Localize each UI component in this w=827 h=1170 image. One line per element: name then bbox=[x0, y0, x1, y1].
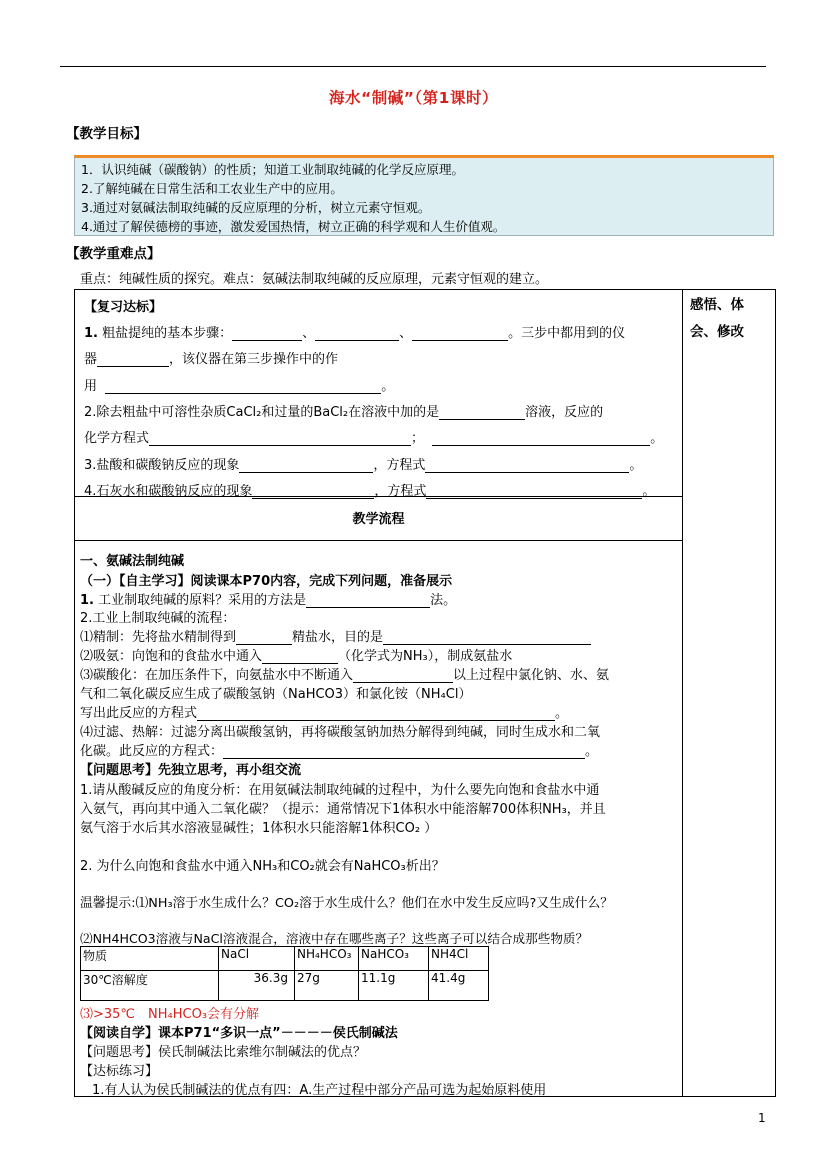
q1-text: ，该仪器在第三步操作中的作 bbox=[169, 352, 339, 367]
punct: 。 bbox=[381, 379, 395, 394]
page-number: 1 bbox=[758, 1111, 766, 1125]
answer-blank[interactable] bbox=[425, 458, 629, 473]
q1-text: 器 bbox=[84, 352, 98, 367]
header-rule bbox=[60, 66, 766, 67]
q3-text: ，方程式 bbox=[373, 458, 426, 473]
table-cell: NH₄HCO₃ bbox=[295, 947, 359, 971]
table-cell: 11.1g bbox=[359, 971, 429, 1001]
answer-blank[interactable] bbox=[306, 593, 430, 608]
q3-text: 3.盐酸和碳酸钠反应的现象 bbox=[84, 458, 240, 473]
answer-blank[interactable] bbox=[426, 484, 642, 499]
answer-blank[interactable] bbox=[105, 379, 381, 394]
goal-item: 3.通过对氨碱法制取纯碱的反应原理的分析，树立元素守恒观。 bbox=[81, 200, 431, 215]
punct: 。 bbox=[555, 706, 569, 721]
q4-text: 4.石灰水和碳酸钠反应的现象 bbox=[84, 484, 253, 499]
table-cell: 36.3g bbox=[219, 971, 295, 1001]
goals-heading: 【教学目标】 bbox=[66, 126, 147, 142]
line-text: 以上过程中氯化钠、水、氨 bbox=[453, 668, 610, 683]
goals-box bbox=[74, 155, 774, 236]
self-study-heading: （一）【自主学习】阅读课本P70内容，完成下列问题，准备展示 bbox=[80, 574, 453, 589]
q1-text: 用 bbox=[84, 379, 98, 394]
line-text: 法。 bbox=[430, 593, 457, 608]
line-1 bbox=[80, 589, 456, 608]
line-text: （化学式为NH₃），制成氨盐水 bbox=[338, 649, 513, 664]
line-text: ⑵吸氨：向饱和的食盐水中通入 bbox=[80, 649, 263, 664]
answer-blank[interactable] bbox=[383, 630, 591, 645]
line-4 bbox=[80, 645, 512, 664]
line-text: 化碳。此反应的方程式： bbox=[80, 744, 224, 759]
think-line: 氨气溶于水后其水溶液显碱性；1体积水只能溶解1体积CO₂ ） bbox=[80, 821, 438, 836]
q4-text: ，方程式 bbox=[374, 484, 427, 499]
goal-item: 2.了解纯碱在日常生活和工农业生产中的应用。 bbox=[81, 181, 343, 196]
row-divider bbox=[74, 540, 683, 541]
review-q3 bbox=[84, 454, 642, 473]
q1-number: 1. bbox=[84, 326, 98, 341]
q2-text: 2.除去粗盐中可溶性杂质CaCl₂和过量的BaCl₂在溶液中加的是 bbox=[84, 405, 440, 420]
table-cell: 41.4g bbox=[429, 971, 489, 1001]
page-title: 海水“制碱”（第1课时） bbox=[329, 89, 498, 107]
review-q1-cont bbox=[84, 348, 338, 367]
table-cell: 物质 bbox=[81, 947, 219, 971]
answer-blank[interactable] bbox=[232, 326, 302, 341]
line-text: ⑴精制：先将盐水精制得到 bbox=[80, 630, 237, 645]
answer-blank[interactable] bbox=[239, 458, 373, 473]
review-q2 bbox=[84, 401, 603, 420]
line-8: ⑷过滤、热解：过滤分离出碳酸氢钠，再将碳酸氢钠加热分解得到纯碱，同时生成水和二氧 bbox=[80, 725, 601, 740]
decompose-note: ⑶>35℃ NH₄HCO₃会有分解 bbox=[80, 1007, 260, 1022]
q1-text: 。三步中都用到的仪 bbox=[508, 326, 626, 341]
answer-blank[interactable] bbox=[223, 744, 585, 759]
punct: 。 bbox=[585, 744, 599, 759]
key-heading: 【教学重难点】 bbox=[66, 246, 161, 262]
solubility-table bbox=[80, 946, 489, 1001]
practice-line: 1.有人认为侯氏制碱法的优点有四：A.生产过程中部分产品可选为起始原料使用 bbox=[92, 1083, 547, 1098]
answer-blank[interactable] bbox=[197, 706, 555, 721]
table-row bbox=[81, 947, 489, 971]
punct: 。 bbox=[642, 484, 656, 499]
think-line: 2. 为什么向饱和食盐水中通入NH₃和CO₂就会有NaHCO₃析出？ bbox=[80, 859, 445, 874]
side-note: 感悟、体会、修改 bbox=[690, 297, 744, 340]
review-q4 bbox=[84, 480, 655, 499]
table-cell: 27g bbox=[295, 971, 359, 1001]
table-row bbox=[81, 971, 489, 1001]
review-q2-cont bbox=[84, 427, 663, 446]
line-number: 1. bbox=[80, 593, 94, 608]
part1-heading: 一、氨碱法制纯碱 bbox=[80, 554, 185, 569]
answer-blank[interactable] bbox=[149, 431, 411, 446]
question-line: 【问题思考】侯氏制碱法比索维尔制碱法的优点？ bbox=[80, 1045, 367, 1060]
review-q1 bbox=[84, 322, 625, 341]
answer-blank[interactable] bbox=[262, 649, 338, 664]
punct: 。 bbox=[629, 458, 643, 473]
line-9 bbox=[80, 740, 598, 759]
line-text: 工业制取纯碱的原料？采用的方法是 bbox=[98, 593, 307, 608]
line-6: 气和二氧化碳反应生成了碳酸氢钠（NaHCO3）和氯化铵（NH₄Cl） bbox=[80, 687, 472, 702]
answer-blank[interactable] bbox=[252, 484, 374, 499]
goal-item: 1．认识纯碱（碳酸钠）的性质；知道工业制取纯碱的化学反应原理。 bbox=[81, 162, 464, 177]
line-5 bbox=[80, 664, 609, 683]
key-points: 重点：纯碱性质的探究。难点：氨碱法制取纯碱的反应原理，元素守恒观的建立。 bbox=[80, 272, 549, 287]
q1-text: 粗盐提纯的基本步骤： bbox=[102, 326, 233, 341]
answer-blank[interactable] bbox=[412, 326, 508, 341]
answer-blank[interactable] bbox=[315, 326, 399, 341]
table-cell: NH4Cl bbox=[429, 947, 489, 971]
hint-line: 温馨提示:⑴NH₃溶于水生成什么？CO₂溶于水生成什么？他们在水中发生反应吗?又生成什么？ bbox=[80, 896, 614, 911]
punct: 。 bbox=[650, 431, 664, 446]
line-text: 精盐水，目的是 bbox=[292, 630, 384, 645]
separator: 、 bbox=[302, 326, 316, 341]
line-7 bbox=[80, 702, 568, 721]
line-text: 写出此反应的方程式 bbox=[80, 706, 198, 721]
answer-blank[interactable] bbox=[236, 630, 292, 645]
hint-line: ⑵NH4HCO3溶液与NaCl溶液混合，溶液中存在哪些离子？这些离子可以结合成那些物质？ bbox=[80, 931, 589, 946]
table-cell: NaHCO₃ bbox=[359, 947, 429, 971]
answer-blank[interactable] bbox=[439, 405, 525, 420]
goal-item: 4.通过了解侯德榜的事迹，激发爱国热情，树立正确的科学观和人生价值观。 bbox=[81, 219, 506, 234]
q2-text: 溶液，反应的 bbox=[525, 405, 604, 420]
line-3 bbox=[80, 626, 591, 645]
read-heading: 【阅读自学】课本P71“多识一点”－－－－侯氏制碱法 bbox=[80, 1026, 398, 1041]
flow-heading: 教学流程 bbox=[352, 512, 405, 527]
practice-heading: 【达标练习】 bbox=[80, 1064, 159, 1079]
line-text: ⑶碳酸化：在加压条件下，向氨盐水中不断通入 bbox=[80, 668, 354, 683]
think-line: 1.请从酸碱反应的角度分析：在用氨碱法制取纯碱的过程中，为什么要先向饱和食盐水中通 bbox=[80, 783, 600, 798]
q2-text: 化学方程式 bbox=[84, 431, 150, 446]
answer-blank[interactable] bbox=[432, 431, 650, 446]
notes-column bbox=[683, 289, 776, 1097]
review-heading: 【复习达标】 bbox=[84, 300, 163, 315]
answer-blank[interactable] bbox=[97, 352, 169, 367]
separator: 、 bbox=[399, 326, 413, 341]
think-line: 入氨气，再向其中通入二氧化碳？（提示：通常情况下1体积水中能溶解700体积NH₃，并且 bbox=[80, 802, 606, 817]
answer-blank[interactable] bbox=[353, 668, 453, 683]
table-cell: NaCl bbox=[219, 947, 295, 971]
separator: ； bbox=[411, 431, 425, 446]
line-2: 2.工业上制取纯碱的流程： bbox=[80, 611, 236, 626]
table-cell: 30℃溶解度 bbox=[81, 971, 219, 1001]
think-heading: 【问题思考】先独立思考，再小组交流 bbox=[80, 763, 302, 778]
review-q1-cont bbox=[84, 375, 394, 394]
